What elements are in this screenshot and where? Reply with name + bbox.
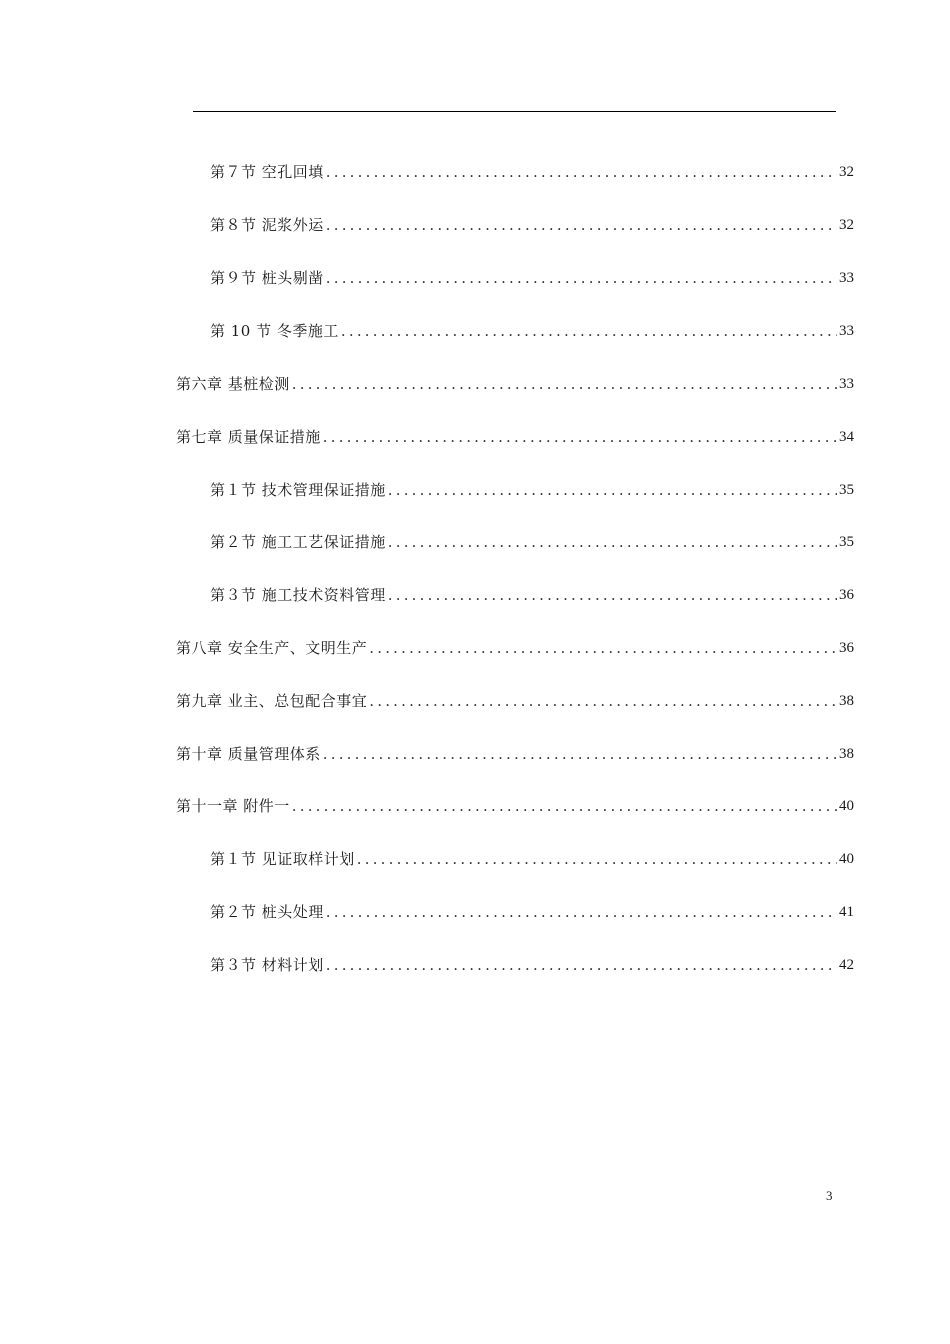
toc-dot-leader: [292, 796, 837, 816]
toc-entry[interactable]: [210, 951, 854, 975]
toc-entry[interactable]: [210, 845, 854, 869]
toc-entry-page: 35: [839, 482, 854, 498]
toc-entry[interactable]: [210, 158, 854, 182]
toc-dot-leader: [388, 480, 837, 500]
toc-dot-leader: [323, 744, 837, 764]
toc-entry-page: 38: [839, 693, 854, 709]
toc-entry-page: 32: [839, 217, 854, 233]
toc-entry-page: 32: [839, 164, 854, 180]
toc-entry-title: 第十章 质量管理体系: [176, 745, 321, 763]
toc-entry-title: 第九章 业主、总包配合事宜: [176, 692, 368, 710]
toc-entry-page: 38: [839, 746, 854, 762]
toc-entry-title: 第３节 材料计划: [210, 956, 324, 974]
toc-entry[interactable]: [176, 370, 854, 394]
toc-dot-leader: [369, 638, 837, 658]
toc-dot-leader: [388, 532, 837, 552]
toc-dot-leader: [323, 427, 837, 447]
toc-entry-title: 第１节 技术管理保证措施: [210, 481, 386, 499]
toc-entry-page: 35: [839, 534, 854, 550]
toc-entry-page: 33: [839, 376, 854, 392]
toc-entry-title: 第１节 见证取样计划: [210, 850, 355, 868]
toc-entry[interactable]: [210, 528, 854, 552]
toc-entry-title: 第七章 质量保证措施: [176, 428, 321, 446]
toc-entry-page: 33: [839, 323, 854, 339]
toc-entry-title: 第８节 泥浆外运: [210, 216, 324, 234]
toc-entry-page: 36: [839, 587, 854, 603]
toc-entry-title: 第八章 安全生产、文明生产: [176, 639, 368, 657]
toc-dot-leader: [326, 268, 837, 288]
toc-entry[interactable]: [210, 898, 854, 922]
toc-dot-leader: [326, 955, 837, 975]
page-number: 3: [826, 1188, 833, 1203]
toc-entry-title: 第２节 施工工艺保证措施: [210, 533, 386, 551]
toc-entry-title: 第９节 桩头剔凿: [210, 269, 324, 287]
toc-entry[interactable]: [210, 317, 854, 341]
toc-entry-page: 36: [839, 640, 854, 656]
header-rule: [193, 111, 836, 112]
toc-entry-page: 42: [839, 957, 854, 973]
toc-entry-title: 第十一章 附件一: [176, 797, 290, 815]
toc-dot-leader: [326, 162, 837, 182]
toc-entry-page: 41: [839, 904, 854, 920]
toc-entry[interactable]: [176, 740, 854, 764]
toc-entry[interactable]: [210, 264, 854, 288]
toc-dot-leader: [369, 691, 837, 711]
toc-entry[interactable]: [210, 211, 854, 235]
toc-dot-leader: [326, 902, 837, 922]
toc-dot-leader: [326, 215, 837, 235]
toc-entry-title: 第７节 空孔回填: [210, 163, 324, 181]
toc-entry[interactable]: [176, 634, 854, 658]
toc-entry[interactable]: [210, 476, 854, 500]
toc-dot-leader: [341, 321, 837, 341]
toc-entry[interactable]: [210, 581, 854, 605]
toc-entry-page: 33: [839, 270, 854, 286]
toc-entry[interactable]: [176, 687, 854, 711]
toc-entry-title: 第 10 节 冬季施工: [210, 322, 339, 340]
toc-entry-page: 34: [839, 429, 854, 445]
toc-entry-title: 第２节 桩头处理: [210, 903, 324, 921]
toc-dot-leader: [292, 374, 837, 394]
toc-entry-page: 40: [839, 798, 854, 814]
toc-entry-page: 40: [839, 851, 854, 867]
toc-dot-leader: [388, 585, 837, 605]
toc-entry[interactable]: [176, 792, 854, 816]
toc-entry-title: 第３节 施工技术资料管理: [210, 586, 386, 604]
toc-entry-title: 第六章 基桩检测: [176, 375, 290, 393]
toc-dot-leader: [357, 849, 837, 869]
toc-entry[interactable]: [176, 423, 854, 447]
